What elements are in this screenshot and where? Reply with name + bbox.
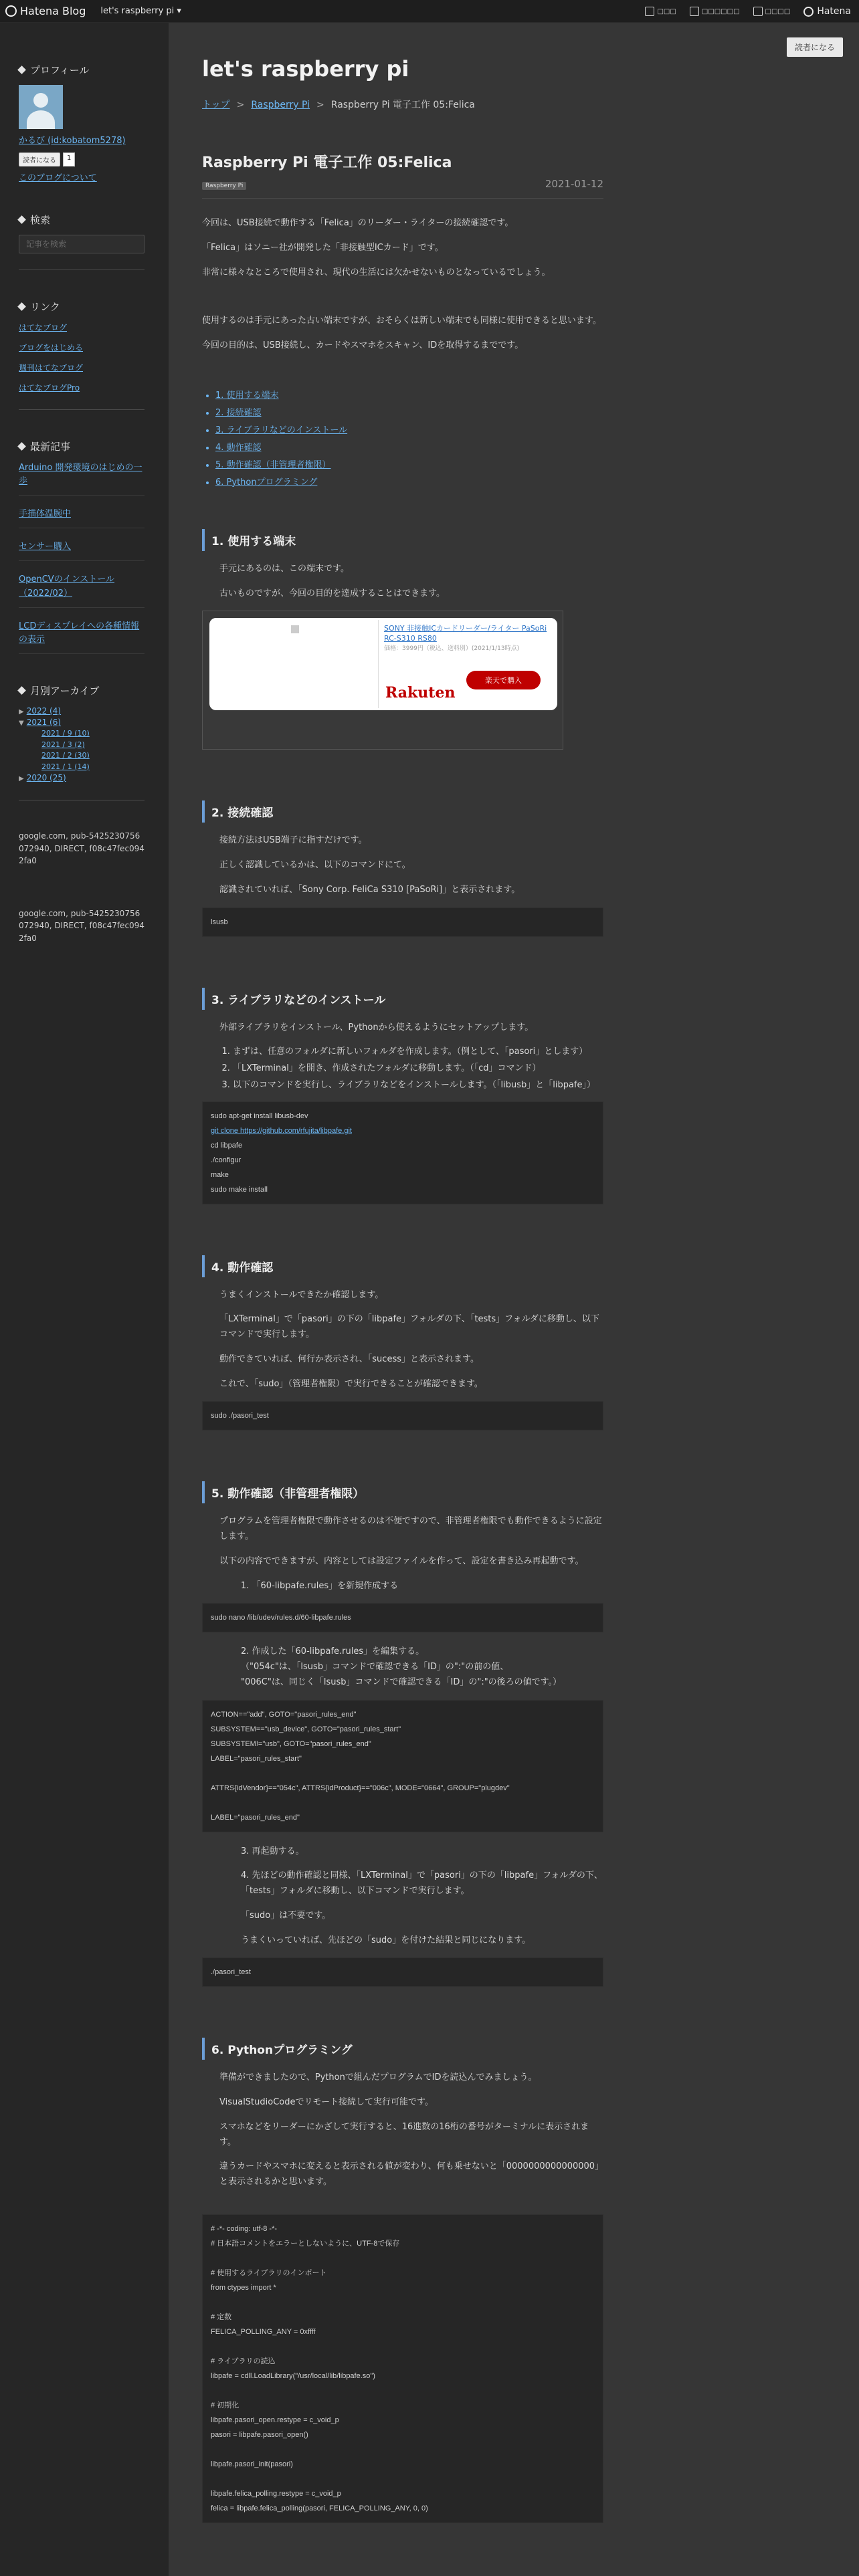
- breadcrumb-current: Raspberry Pi 電子工作 05:Felica: [330, 100, 475, 110]
- search-heading: 検索: [19, 213, 145, 227]
- paragraph: 非常に様々なところで使用され、現代の生活には欠かせないものとなっているでしょう。: [202, 267, 551, 278]
- sidebar: [0, 23, 169, 2576]
- menu-button[interactable]: □□□□: [753, 7, 791, 16]
- image-placeholder-icon: [291, 625, 299, 633]
- paragraph: 正しく認識しているかは、以下のコマンドにて。: [219, 860, 411, 870]
- paragraph: 認識されていれば、「Sony Corp. FeliCa S310 [PaSoRi]」と表示されます。: [219, 884, 520, 895]
- code-block[interactable]: ./pasori_test: [202, 1957, 603, 1987]
- avatar[interactable]: [19, 85, 63, 129]
- archive-year-2021[interactable]: 2021 (6): [26, 718, 62, 728]
- archive-month[interactable]: 2021 / 2 (30): [41, 751, 90, 760]
- breadcrumb-category[interactable]: Raspberry Pi: [251, 100, 310, 110]
- toc-item[interactable]: 4. 動作確認: [215, 442, 262, 453]
- ads-text: google.com, pub-5425230756072940, DIRECT, f08c47fec0942fa0: [19, 831, 145, 866]
- dashboard-button[interactable]: □□□□□□: [690, 7, 740, 16]
- paragraph: プログラムを管理者権限で動作させるのは不便ですので、非管理者権限でも動作できるように設定します。: [219, 1516, 602, 1541]
- link-item[interactable]: はてなブログ: [19, 322, 68, 332]
- code-block[interactable]: lsusb: [202, 907, 603, 937]
- paragraph: VisualStudioCodeでリモート接続して実行可能です。: [219, 2097, 434, 2107]
- subscribe-header-button[interactable]: 読者になる: [787, 37, 843, 57]
- step-item: 2. 「LXTerminal」を開き、作成されたフォルダに移動します。（「cd」コマンド）: [233, 1061, 603, 1077]
- paragraph: 以下の内容でできますが、内容としては設定ファイルを作って、設定を書き込み再起動です。: [219, 1555, 584, 1566]
- recent-post-link[interactable]: OpenCVのインストール（2022/02）: [19, 574, 115, 599]
- toc-item[interactable]: 2. 接続確認: [215, 407, 262, 418]
- blog-title[interactable]: let's raspberry pi: [202, 56, 409, 82]
- recent-posts-widget: [19, 439, 145, 654]
- post-title[interactable]: Raspberry Pi 電子工作 05:Felica: [202, 154, 452, 171]
- diamond-icon: [17, 302, 26, 311]
- paragraph: 準備ができましたので、Pythonで組んだプログラムでIDを読込んでみましょう。: [219, 2072, 537, 2083]
- recent-post-link[interactable]: センサー購入: [19, 542, 72, 552]
- section-heading: 6. Pythonプログラミング: [202, 2038, 603, 2060]
- diamond-icon: [17, 215, 26, 224]
- archive-heading: 月別アーカイブ: [19, 683, 145, 697]
- divider: [19, 409, 145, 410]
- category-badge[interactable]: Raspberry Pi: [202, 182, 246, 190]
- paragraph: 「LXTerminal」で「pasori」の下の「libpafe」フォルダの下、「tests」フォルダに移動し、以下コマンドで実行します。: [219, 1314, 599, 1339]
- paragraph: 接続方法はUSB端子に指すだけです。: [219, 835, 367, 846]
- triangle-right-icon[interactable]: ▶: [19, 775, 24, 783]
- dashboard-icon: [690, 7, 699, 16]
- code-block[interactable]: # -*- coding: utf-8 -*- # 日本語コメントをエラーとしないように、UTF-8で保存 # 使用するライブラリのインポート from ctypes import * # 定数 FELICA_POLLING_ANY = 0xffff # ライブラリの読込 libpafe = cdll.LoadLibrary("/usr/local/lib/libpafe.so") # 初期化 libpafe.pasori_open.restype = c_void_p pasori = libpafe.pasori_open() libpafe.pasori_init(pasori) libpafe.felica_polling.restype = c_void_p felica = libpafe.felica_polling(pasori, FELICA_POLLING_ANY, 0, 0): [202, 2214, 603, 2523]
- paragraph: 今回の目的は、USB接続し、カードやスマホをスキャン、IDを取得するまでです。: [202, 340, 524, 350]
- breadcrumb: トップ > Raspberry Pi > Raspberry Pi 電子工作 05:Felica: [202, 100, 475, 110]
- recent-post-link[interactable]: LCDディスプレイへの各種情報の表示: [19, 621, 140, 645]
- product-card: [202, 611, 563, 750]
- post-date[interactable]: 2021-01-12: [545, 178, 603, 190]
- profile-name-link[interactable]: かるび (id:kobatom5278): [19, 136, 126, 146]
- product-name-link[interactable]: SONY 非接触ICカードリーダー/ライター PaSoRi RC-S310 RS80: [384, 624, 547, 643]
- code-block[interactable]: sudo apt-get install libusb-dev git clone https://github.com/rfujita/libpafe.git cd libpafe ./configur make sudo make install: [202, 1101, 603, 1204]
- top-bar: [0, 0, 859, 23]
- paragraph: "006C"は、同じく「lsusb」コマンドで確認できる「ID」の":"の後ろの値です。）: [241, 1677, 562, 1687]
- product-image[interactable]: [211, 620, 379, 708]
- table-of-contents: [202, 387, 603, 492]
- links-heading: リンク: [19, 300, 145, 314]
- avatar-head: [33, 93, 48, 108]
- paragraph: 今回は、USB接続で動作する「Felica」のリーダー・ライターの接続確認です。: [202, 218, 514, 228]
- diamond-icon: [17, 442, 26, 451]
- subscriber-count: 1: [63, 152, 75, 167]
- paragraph: 古いものですが、今回の目的を達成することはできます。: [219, 588, 445, 599]
- diamond-icon: [17, 66, 26, 74]
- paragraph: うまくいっていれば、先ほどの「sudo」を付けた結果と同じになります。: [241, 1935, 531, 1945]
- section-heading: 1. 使用する端末: [202, 529, 603, 551]
- section-heading: 3. ライブラリなどのインストール: [202, 988, 603, 1010]
- toc-item[interactable]: 5. 動作確認（非管理者権限）: [215, 459, 331, 470]
- profile-heading: プロフィール: [19, 63, 145, 77]
- code-block[interactable]: ACTION=="add", GOTO="pasori_rules_end" SUBSYSTEM=="usb_device", GOTO="pasori_rules_start" SUBSYSTEM!="usb", GOTO="pasori_rules_end" LABEL="pasori_rules_start" ATTRS{idVendor}=="054c", ATTRS{idProduct}=="006c", MODE="0664", GROUP="plugdev" LABEL="pasori_rules_end": [202, 1700, 603, 1832]
- search-widget: [19, 213, 145, 270]
- archive-month[interactable]: 2021 / 9 (10): [41, 729, 90, 738]
- recent-post-link[interactable]: 手描体温腕中: [19, 509, 72, 520]
- paragraph: 2. 作成した「60-libpafe.rules」を編集する。: [241, 1646, 425, 1657]
- post-header: [202, 151, 603, 199]
- main-content: [169, 23, 859, 2576]
- hatena-icon: [803, 7, 814, 17]
- triangle-right-icon[interactable]: ▶: [19, 708, 24, 716]
- pencil-icon: [645, 7, 654, 16]
- toc-item[interactable]: 6. Pythonプログラミング: [215, 477, 318, 488]
- link-item[interactable]: ブログをはじめる: [19, 342, 84, 352]
- diamond-icon: [17, 686, 26, 695]
- paragraph: スマホなどをリーダーにかざして実行すると、16進数の16桁の番号がターミナルに表示されます。: [219, 2121, 589, 2147]
- hatena-account-button[interactable]: Hatena: [803, 6, 851, 17]
- hatena-logo-icon: [5, 5, 17, 17]
- link-item[interactable]: はてなブログPro: [19, 383, 80, 393]
- links-widget: [19, 300, 145, 410]
- ads-text: google.com, pub-5425230756072940, DIRECT, f08c47fec0942fa0: [19, 908, 145, 943]
- buy-button[interactable]: 楽天で購入: [466, 671, 541, 689]
- archive-widget: [19, 683, 145, 800]
- recent-heading: 最新記事: [19, 439, 145, 453]
- step-item: 3. 以下のコマンドを実行し、ライブラリなどをインストールします。（「libusb」と「libpafe」）: [233, 1078, 603, 1093]
- rakuten-logo: Rakuten: [385, 684, 456, 702]
- hatena-blog-logo[interactable]: Hatena Blog: [5, 5, 86, 17]
- paragraph: 違うカードやスマホに変えると表示される値が変わり、何も乗せないと「0000000000000000」と表示されるかと思います。: [219, 2161, 599, 2187]
- section-heading: 4. 動作確認: [202, 1255, 603, 1277]
- link-item[interactable]: 週刊はてなブログ: [19, 362, 84, 372]
- paragraph: うまくインストールできたか確認します。: [219, 1289, 384, 1300]
- about-link[interactable]: このブログについて: [19, 173, 97, 183]
- paragraph: 外部ライブラリをインストール、Pythonから使えるようにセットアップします。: [219, 1022, 534, 1033]
- paragraph: 手元にあるのは、この端末です。: [219, 563, 349, 574]
- breadcrumb-home[interactable]: トップ: [202, 100, 230, 110]
- profile-widget: [19, 63, 145, 183]
- archive-year-2022[interactable]: 2022 (4): [26, 706, 62, 716]
- paragraph: 3. 再起動する。: [241, 1846, 304, 1856]
- subscribe-button[interactable]: 読者になる: [19, 152, 60, 167]
- paragraph: 4. 先ほどの動作確認と同様、「LXTerminal」で「pasori」の下の「libpafe」フォルダの下、「tests」フォルダに移動し、以下コマンドで実行します。: [241, 1870, 603, 1896]
- search-input[interactable]: [19, 235, 145, 253]
- archive-month[interactable]: 2021 / 1 (14): [41, 762, 90, 771]
- edit-button[interactable]: □□□: [645, 7, 676, 16]
- section-heading: 5. 動作確認（非管理者権限）: [202, 1481, 603, 1503]
- step-item: 1. まずは、任意のフォルダに新しいフォルダを作成します。（例として、「pasori」とします）: [233, 1045, 603, 1060]
- paragraph: 使用するのは手元にあった古い端末ですが、おそらくは新しい端末でも同様に使用できると思います。: [202, 316, 601, 326]
- archive-month[interactable]: 2021 / 3 (2): [41, 740, 85, 749]
- triangle-down-icon[interactable]: ▼: [19, 720, 24, 728]
- toc-item[interactable]: 3. ライブラリなどのインストール: [215, 425, 348, 435]
- section-heading: 2. 接続確認: [202, 800, 603, 823]
- toc-item[interactable]: 1. 使用する端末: [215, 390, 279, 401]
- blog-name-menu[interactable]: let's raspberry pi ▾: [100, 6, 181, 16]
- product-price: 価格：3999円（税込、送料別）(2021/1/13時点): [384, 645, 520, 652]
- recent-post-link[interactable]: Arduino 開発環境のはじめの一歩: [19, 462, 142, 487]
- step-list: [202, 1045, 603, 1093]
- paragraph: （"054c"は、「lsusb」コマンドで確認できる「ID」の":"の前の値、: [241, 1662, 509, 1672]
- code-block[interactable]: sudo nano /lib/udev/rules.d/60-libpafe.rules: [202, 1603, 603, 1632]
- code-block[interactable]: sudo ./pasori_test: [202, 1401, 603, 1430]
- paragraph: 「Felica」はソニー社が開発した「非接触型ICカード」です。: [202, 242, 444, 253]
- paragraph: 1. 「60-libpafe.rules」を新規作成する: [241, 1580, 399, 1591]
- paragraph: 動作できていれば、何行か表示され、「sucess」と表示されます。: [219, 1354, 479, 1364]
- avatar-body: [27, 110, 55, 129]
- paragraph: 「sudo」は不要です。: [241, 1910, 331, 1921]
- code-link[interactable]: git clone https://github.com/rfujita/libpafe.git: [211, 1126, 352, 1135]
- menu-icon: [753, 7, 763, 16]
- archive-year-2020[interactable]: 2020 (25): [26, 773, 66, 783]
- paragraph: これで、「sudo」（管理者権限）で実行できることが確認できます。: [219, 1378, 483, 1389]
